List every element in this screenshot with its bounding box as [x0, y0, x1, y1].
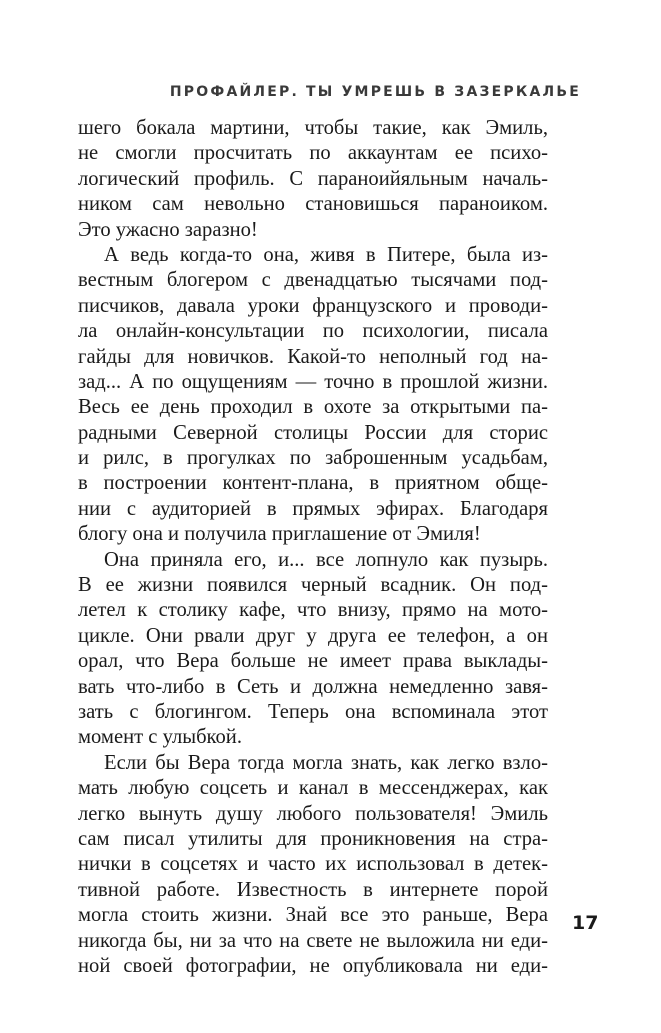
text-line: ной своей фотографии, не опубликовала ни еди-: [78, 954, 548, 977]
body-text: [78, 116, 548, 979]
text-line: могла стоить жизни. Знай все это раньше, Вера: [78, 904, 548, 927]
text-line: не смогли просчитать по аккаунтам ее психо-: [78, 142, 548, 165]
text-line: вестным блогером с двенадцатью тысячами под-: [78, 269, 548, 292]
text-line: летел к столику кафе, что внизу, прямо на мото-: [78, 599, 548, 622]
text-line: момент с улыбкой.: [78, 726, 242, 749]
running-header: ПРОФАЙЛЕР. ТЫ УМРЕШЬ В ЗАЗЕРКАЛЬЕ: [169, 84, 581, 100]
paragraph-start: Она приняла его, и... все лопнуло как пузырь.: [104, 548, 548, 571]
text-line: зать с блогингом. Теперь она вспоминала этот: [78, 700, 548, 723]
text-line: сам писал утилиты для проникновения на стра-: [78, 827, 548, 850]
text-line: легко вынуть душу любого пользователя! Эмиль: [78, 802, 548, 825]
text-line: писчиков, давала уроки французского и проводи-: [78, 294, 548, 317]
text-line: вать что-либо в Сеть и должна немедленно завя-: [78, 675, 548, 698]
paragraph-start: А ведь когда-то она, живя в Питере, была из-: [104, 243, 548, 266]
text-line: шего бокала мартини, чтобы такие, как Эмиль,: [78, 117, 548, 139]
text-line: никогда бы, ни за что на свете не выложила ни еди-: [78, 929, 548, 952]
text-line: ла онлайн-консультации по психологии, писала: [78, 320, 548, 343]
text-line: нии с аудиторией в прямых эфирах. Благодаря: [78, 497, 548, 520]
text-line: орал, что Вера больше не имеет права выклады-: [78, 650, 548, 673]
text-line: и рилс, в прогулках по заброшенным усадьбам,: [78, 447, 548, 470]
text-line: цикле. Они рвали друг у друга ее телефон, а он: [78, 624, 548, 647]
text-line: зад... А по ощущениям — точно в прошлой жизни.: [78, 370, 548, 393]
text-line: нички в соцсетях и часто их использовал в детек-: [78, 853, 548, 876]
text-line: блогу она и получила приглашение от Эмиля!: [78, 523, 481, 546]
text-line: Весь ее день проходил в охоте за открытыми па-: [78, 396, 548, 419]
text-line: логический профиль. С параноийяльным началь-: [78, 167, 548, 190]
text-line: мать любую соцсеть и канал в мессенджерах, как: [78, 777, 548, 800]
text-line: тивной работе. Известность в интернете порой: [78, 878, 548, 901]
text-line: В ее жизни появился черный всадник. Он под-: [78, 574, 548, 597]
text-line: гайды для новичков. Какой-то неполный год на-: [78, 345, 548, 368]
text-line: Это ужасно заразно!: [78, 218, 258, 241]
text-line: в построении контент-плана, в приятном обще-: [78, 472, 548, 495]
text-line: ником сам невольно становишься параноиком.: [78, 193, 548, 216]
page-number: 17: [572, 912, 599, 934]
text-line: радными Северной столицы России для сторис: [78, 421, 548, 444]
paragraph-start: Если бы Вера тогда могла знать, как легко взло-: [104, 751, 548, 774]
